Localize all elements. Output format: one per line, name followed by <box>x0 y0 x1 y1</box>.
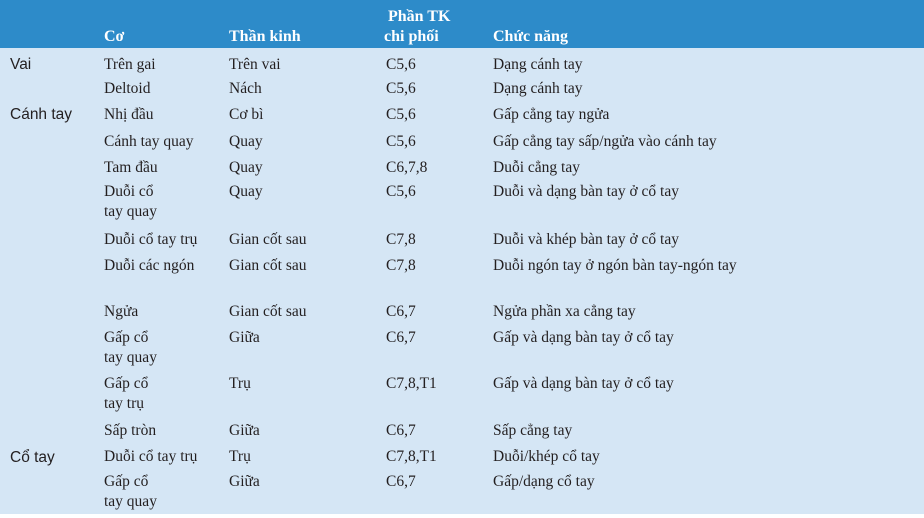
group-label-upper-arm: Cánh tay <box>10 106 73 123</box>
nerve-cell: Quay <box>229 183 263 200</box>
header-function: Chức năng <box>493 28 568 45</box>
segment-cell: C6,7 <box>386 303 416 320</box>
header-segment-line1: Phần TK <box>388 8 451 25</box>
nerve-cell: Quay <box>229 133 263 150</box>
segment-cell: C7,8 <box>386 257 416 274</box>
table-header <box>0 0 924 48</box>
nerve-cell: Cơ bì <box>229 106 264 123</box>
muscle-cell: Gấp cổ <box>104 375 149 392</box>
segment-cell: C5,6 <box>386 80 416 97</box>
nerve-cell: Nách <box>229 80 262 97</box>
muscle-cell: Duỗi cổ tay trụ <box>104 231 198 248</box>
muscle-cell: Deltoid <box>104 80 151 97</box>
muscle-cell: Sấp tròn <box>104 422 157 439</box>
muscle-cell: Trên gai <box>104 56 156 73</box>
function-cell: Gấp cẳng tay sấp/ngửa vào cánh tay <box>493 133 717 150</box>
function-cell: Gấp và dạng bàn tay ở cổ tay <box>493 329 674 346</box>
muscle-cell-line2: tay trụ <box>104 395 145 412</box>
segment-cell: C7,8,T1 <box>386 375 437 392</box>
function-cell: Gấp và dạng bàn tay ở cổ tay <box>493 375 674 392</box>
nerve-cell: Giữa <box>229 422 260 439</box>
muscle-cell: Gấp cổ <box>104 473 149 490</box>
muscle-cell-line2: tay quay <box>104 349 157 366</box>
segment-cell: C5,6 <box>386 183 416 200</box>
muscle-cell: Ngửa <box>104 303 139 320</box>
segment-cell: C5,6 <box>386 133 416 150</box>
muscle-cell: Duỗi các ngón <box>104 257 195 274</box>
nerve-cell: Trụ <box>229 448 251 465</box>
nerve-cell: Trên vai <box>229 56 281 73</box>
muscle-cell: Duỗi cổ tay trụ <box>104 448 198 465</box>
muscle-cell-line2: tay quay <box>104 493 157 510</box>
nerve-cell: Trụ <box>229 375 251 392</box>
function-cell: Duỗi ngón tay ở ngón bàn tay-ngón tay <box>493 257 737 274</box>
group-label-shoulder: Vai <box>10 56 32 73</box>
function-cell: Gấp cẳng tay ngửa <box>493 106 610 123</box>
group-label-wrist: Cổ tay <box>10 449 55 466</box>
header-nerve: Thần kinh <box>229 28 301 45</box>
muscle-cell: Tam đầu <box>104 159 158 176</box>
segment-cell: C6,7,8 <box>386 159 428 176</box>
muscle-cell: Duỗi cổ <box>104 183 154 200</box>
function-cell: Sấp cẳng tay <box>493 422 573 439</box>
nerve-cell: Quay <box>229 159 263 176</box>
segment-cell: C7,8,T1 <box>386 448 437 465</box>
header-segment-line2: chi phối <box>384 28 439 45</box>
muscle-cell: Nhị đầu <box>104 106 154 123</box>
function-cell: Gấp/dạng cổ tay <box>493 473 595 490</box>
function-cell: Dạng cánh tay <box>493 56 583 73</box>
function-cell: Duỗi/khép cổ tay <box>493 448 600 465</box>
muscle-cell: Gấp cổ <box>104 329 149 346</box>
segment-cell: C5,6 <box>386 106 416 123</box>
muscle-cell: Cánh tay quay <box>104 133 194 150</box>
nerve-cell: Gian cốt sau <box>229 231 307 248</box>
nerve-cell: Giữa <box>229 329 260 346</box>
nerve-cell: Gian cốt sau <box>229 303 307 320</box>
function-cell: Ngửa phần xa cẳng tay <box>493 303 636 320</box>
function-cell: Duỗi và dạng bàn tay ở cổ tay <box>493 183 679 200</box>
segment-cell: C6,7 <box>386 473 416 490</box>
nerve-cell: Gian cốt sau <box>229 257 307 274</box>
segment-cell: C5,6 <box>386 56 416 73</box>
muscle-cell-line2: tay quay <box>104 203 157 220</box>
function-cell: Duỗi và khép bàn tay ở cổ tay <box>493 231 679 248</box>
segment-cell: C7,8 <box>386 231 416 248</box>
function-cell: Dạng cánh tay <box>493 80 583 97</box>
nerve-cell: Giữa <box>229 473 260 490</box>
function-cell: Duỗi cẳng tay <box>493 159 580 176</box>
segment-cell: C6,7 <box>386 329 416 346</box>
segment-cell: C6,7 <box>386 422 416 439</box>
header-muscle: Cơ <box>104 28 125 45</box>
